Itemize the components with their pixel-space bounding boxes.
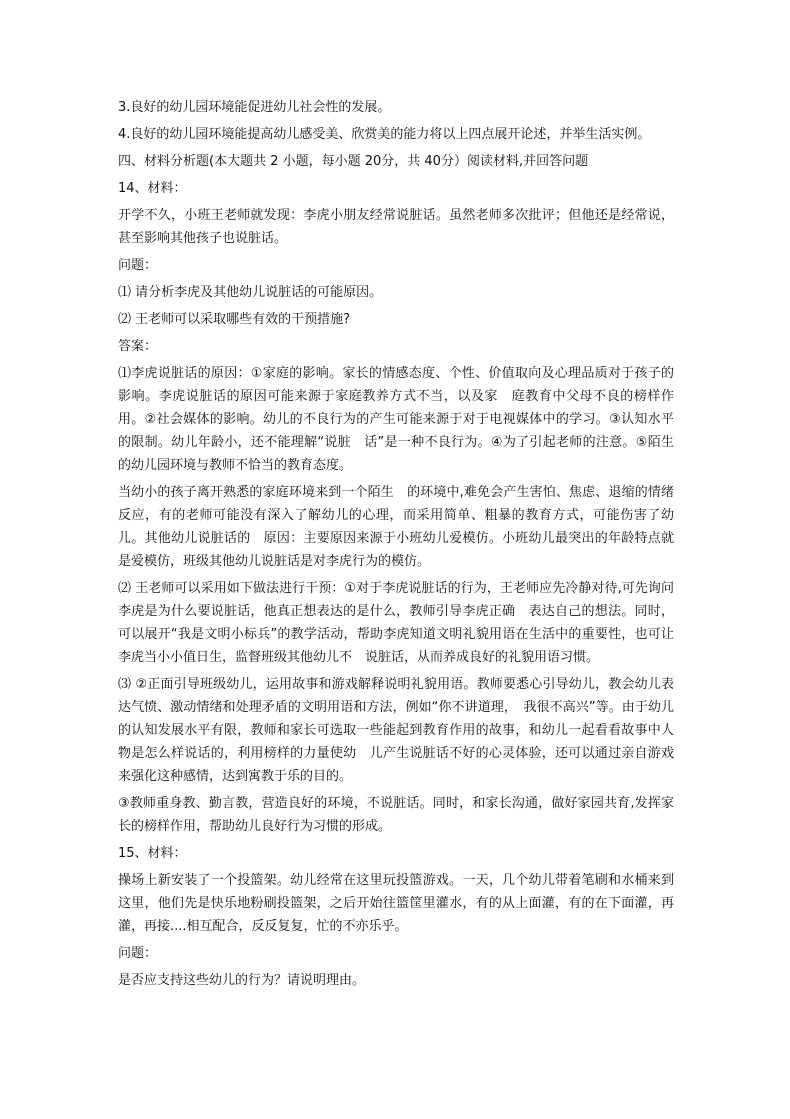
material-text: 开学不久，小班王老师就发现：李虎小朋友经常说脏话。虽然老师多次批评；但他还是经常说，甚至影响其他孩子也说脏话。: [118, 208, 674, 246]
answer-paragraph: ⑵ 王老师可以采用如下做法进行干预：①对于李虎说脏话的行为，王老师应先冷静对待,可先询问李虎是为什么要说脏话，他真正想表达的是什么，教师引导李虎正确 表达自己的想法。同时，可以展开“我是文明小标兵”的教学活动，帮助李虎知道文明礼貌用语在生活中的重要性，也可让李虎当小小值日生，监督班级其他幼儿不 说脏话，从而养成良好的礼貌用语习惯。: [118, 581, 674, 665]
material-text: 操场上新安装了一个投篮架。幼儿经常在这里玩投篮游戏。一天，几个幼儿带着笔刷和水桶来到这里，他们先是快乐地粉刷投篮架，之后开始往篮筐里灌水，有的从上面灌，有的在下面灌，再灌，再接....相互配合，反反复复，忙的不亦乐乎。: [118, 873, 674, 934]
section-heading: 四、材料分析题(本大题共 2 小题，每小题 20分，共 40分）阅读材料,并回答问题: [118, 154, 589, 169]
question-label: 15、材料：: [118, 846, 187, 861]
answer-paragraph: ⑴李虎说脏话的原因：①家庭的影响。家长的情感态度、个性、价值取向及心理品质对于孩子的影响。李虎说脏话的原因可能来源于家庭教养方式不当，以及家 庭教育中父母不良的榜样作用。②社会媒体的影响。幼儿的不良行为的产生可能来源于对于电视媒体中的学习。③认知水平的限制。幼儿年龄小，还不能理解“说脏 话”是一种不良行为。④为了引起老师的注意。⑤陌生的幼儿园环境与教师不恰当的教育态度。: [118, 366, 674, 473]
answer-heading: 答案：: [118, 339, 158, 354]
question-heading: 问题：: [118, 946, 158, 961]
answer-paragraph: 当幼小的孩子离开熟悉的家庭环境来到一个陌生 的环境中,难免会产生害怕、焦虑、退缩的情绪反应，有的老师可能没有深入了解幼儿的心理，而采用简单、粗暴的教育方式，可能伤害了幼儿。其他幼儿说脏话的 原因：主要原因来源于小班幼儿爱模仿。小班幼儿最突出的年龄特点就是爱模仿，班级其他幼儿说脏话是对李虎行为的模仿。: [118, 485, 674, 569]
paragraph: 4.良好的幼儿园环境能提高幼儿感受美、欣赏美的能力将以上四点展开论述，并举生活实例。: [118, 127, 651, 142]
question-item: 是否应支持这些幼儿的行为？请说明理由。: [118, 973, 366, 988]
paragraph: 3.良好的幼儿园环境能促进幼儿社会性的发展。: [118, 100, 391, 115]
question-item: ⑵ 王老师可以采取哪些有效的干预措施?: [118, 312, 351, 327]
answer-paragraph: ③教师重身教、勤言教，营造良好的环境，不说脏话。同时，和家长沟通，做好家园共育,发挥家长的榜样作用，帮助幼儿良好行为习惯的形成。: [118, 796, 674, 834]
document-page: [118, 96, 674, 996]
question-item: ⑴ 请分析李虎及其他幼儿说脏话的可能原因。: [118, 285, 383, 300]
question-heading: 问题：: [118, 258, 158, 273]
question-label: 14、材料：: [118, 181, 187, 196]
answer-paragraph: ⑶ ②正面引导班级幼儿，运用故事和游戏解释说明礼貌用语。教师要悉心引导幼儿，教会幼儿表达气愤、激动情绪和处理矛盾的文明用语和方法，例如“你不讲道理， 我很不高兴”等。由于幼儿的认知发展水平有限，教师和家长可选取一些能起到教育作用的故事，和幼儿一起看看故事中人物是怎么样说话的，利用榜样的力量使幼 儿产生说脏话不好的心灵体验，还可以通过亲自游戏来强化这种感情，达到寓教于乐的目的。: [118, 677, 674, 784]
